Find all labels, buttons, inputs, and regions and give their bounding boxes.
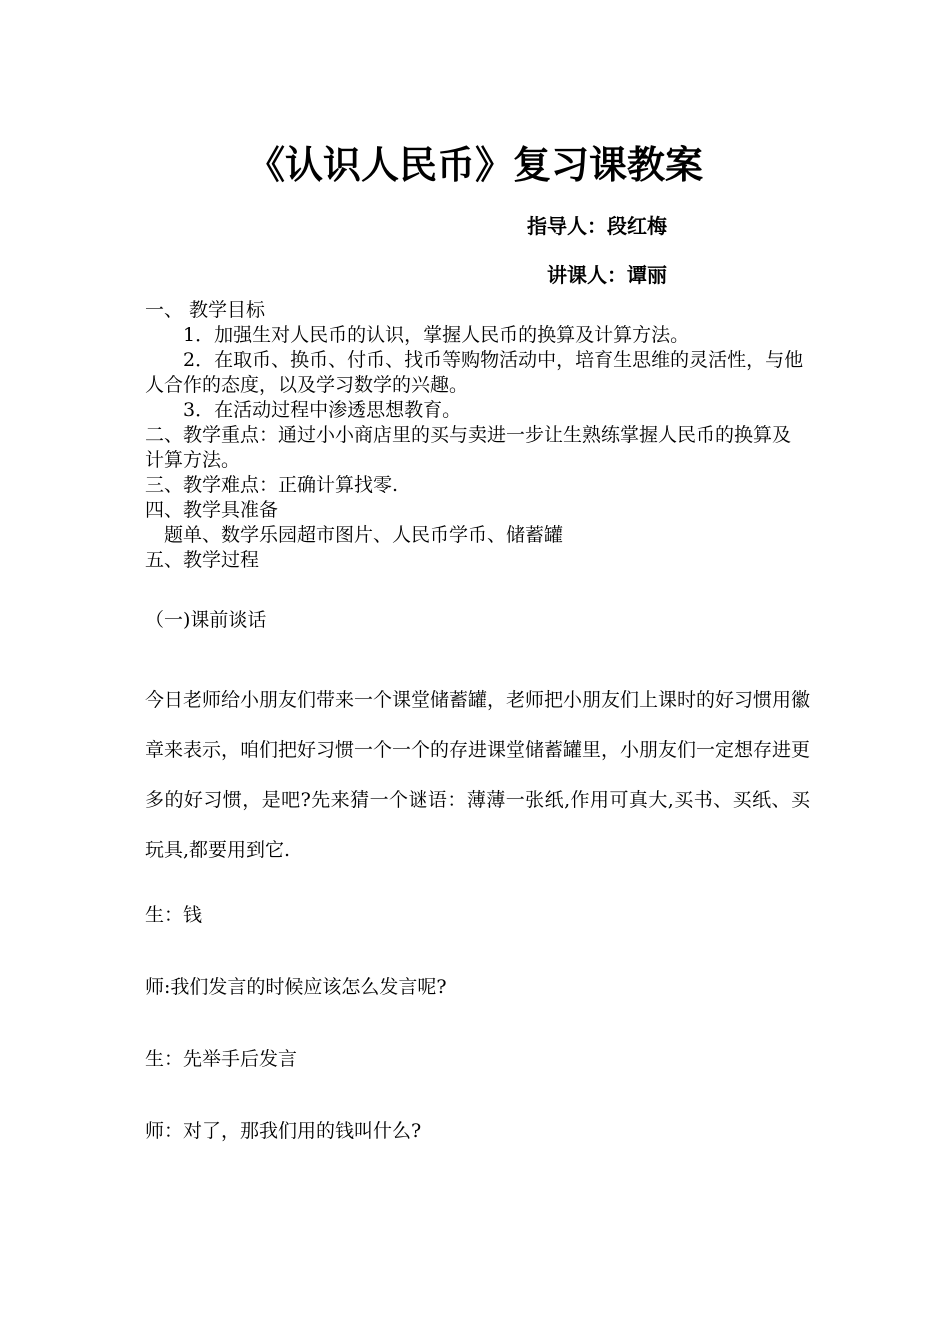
subsection-heading: （一)课前谈话 bbox=[145, 609, 267, 631]
dialogue-line-3: 生：先举手后发言 bbox=[145, 1048, 298, 1070]
document-title: 《认识人民币》复习课教案 bbox=[246, 143, 703, 187]
goal-item-3: 3．在活动过程中渗透思想教育。 bbox=[183, 399, 462, 421]
dialogue-line-1: 生：钱 bbox=[145, 904, 203, 926]
difficulty: 三、教学难点：正确计算找零. bbox=[145, 474, 399, 496]
intro-paragraph: 今日老师给小朋友们带来一个课堂储蓄罐，老师把小朋友们上课时的好习惯用徽章来表示，咱们把好习惯一个一个的存进课堂储蓄罐里，小朋友们一定想存进更多的好习惯，是吧?先来猜一个谜语：薄薄一张纸,作用可真大,买书、买纸、买玩具,都要用到它. bbox=[145, 689, 811, 861]
dialogue-line-4: 师：对了，那我们用的钱叫什么? bbox=[145, 1120, 422, 1142]
instructor-line: 指导人：段红梅 bbox=[527, 214, 667, 238]
goal-item-2: 2．在取币、换币、付币、找币等购物活动中，培育生思维的灵活性，与他人合作的态度，以及学习数学的兴趣。 bbox=[145, 349, 804, 396]
dialogue-line-2: 师:我们发言的时候应该怎么发言呢? bbox=[145, 976, 447, 998]
lesson-plan-sections bbox=[145, 298, 805, 573]
materials-list: 题单、数学乐园超市图片、人民币学币、储蓄罐 bbox=[164, 524, 564, 546]
goals-heading: 一、 教学目标 bbox=[145, 299, 266, 321]
process-heading: 五、教学过程 bbox=[145, 549, 260, 571]
materials-heading: 四、教学具准备 bbox=[145, 499, 279, 521]
key-point: 二、教学重点：通过小小商店里的买与卖进一步让生熟练掌握人民币的换算及计算方法。 bbox=[145, 424, 792, 471]
goal-item-1: 1．加强生对人民币的认识，掌握人民币的换算及计算方法。 bbox=[183, 324, 690, 346]
lecturer-line: 讲课人：谭丽 bbox=[547, 263, 667, 287]
